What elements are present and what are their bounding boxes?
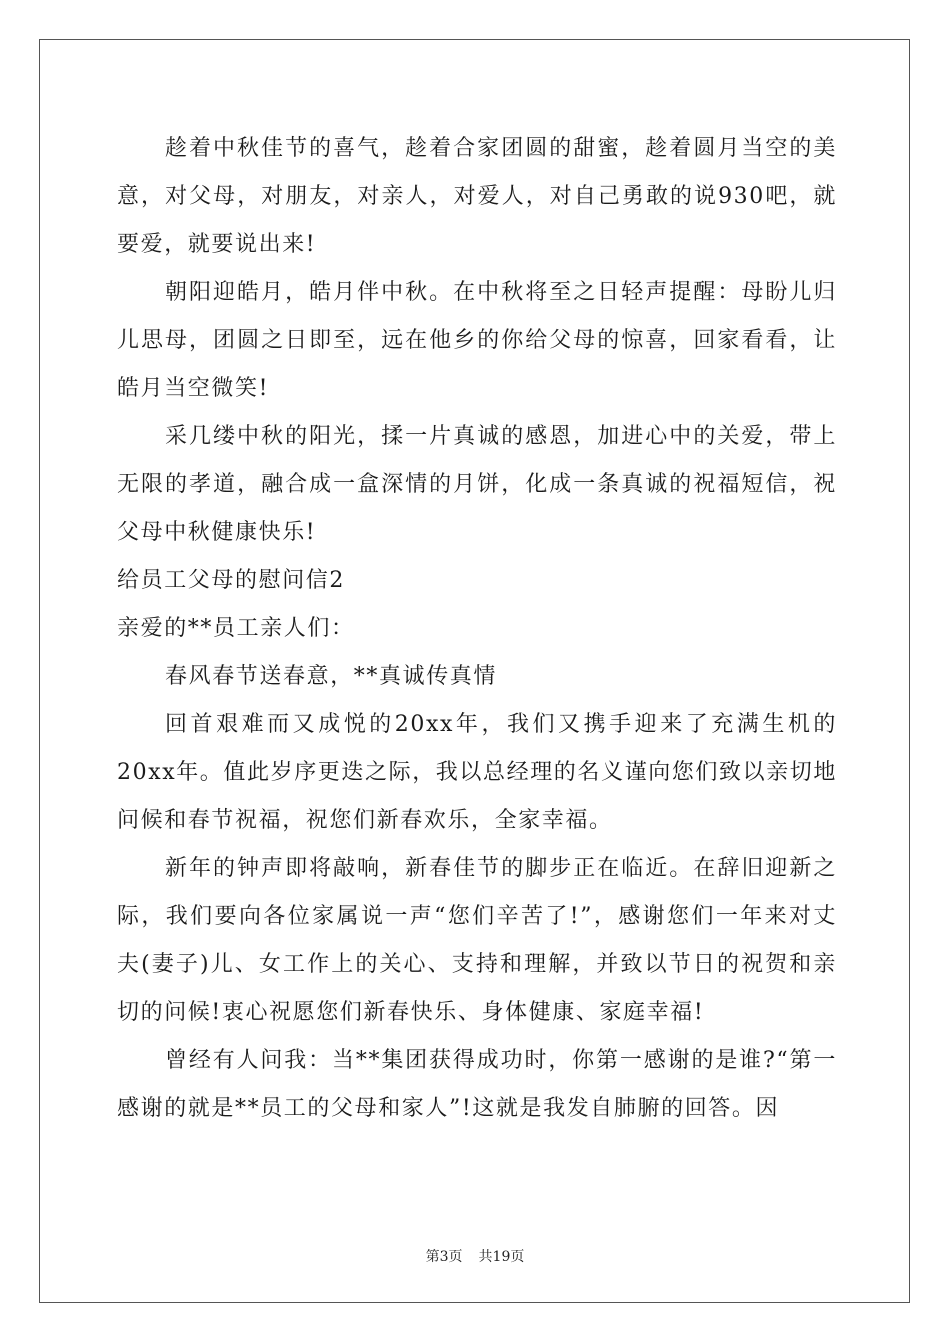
- page-total: 共19页: [478, 1249, 525, 1265]
- document-body: [117, 125, 837, 1133]
- paragraph: 采几缕中秋的阳光，揉一片真诚的感恩，加进心中的关爱，带上无限的孝道，融合成一盒深情的月饼，化成一条真诚的祝福短信，祝父母中秋健康快乐!: [117, 424, 837, 545]
- paragraph: 朝阳迎皓月，皓月伴中秋。在中秋将至之日轻声提醒：母盼儿归儿思母，团圆之日即至，远在他乡的你给父母的惊喜，回家看看，让皓月当空微笑!: [117, 280, 837, 401]
- paragraph: 回首艰难而又成悦的20xx年，我们又携手迎来了充满生机的20xx年。值此岁序更迭之际，我以总经理的名义谨向您们致以亲切地问候和春节祝福，祝您们新春欢乐，全家幸福。: [117, 712, 838, 833]
- salutation: 亲爱的**员工亲人们：: [117, 616, 355, 641]
- paragraph: 曾经有人问我：当**集团获得成功时，你第一感谢的是谁?“第一感谢的就是**员工的父母和家人”!这就是我发自肺腑的回答。因: [117, 1048, 837, 1121]
- paragraph: 趁着中秋佳节的喜气，趁着合家团圆的甜蜜，趁着圆月当空的美意，对父母，对朋友，对亲人，对爱人，对自己勇敢的说930吧，就要爱，就要说出来!: [117, 136, 837, 257]
- paragraph: 春风春节送春意，**真诚传真情: [165, 664, 498, 689]
- paragraph: 新年的钟声即将敲响，新春佳节的脚步正在临近。在辞旧迎新之际，我们要向各位家属说一声“您们辛苦了!”，感谢您们一年来对丈夫(妻子)儿、女工作上的关心、支持和理解，并致以节日的祝贺和亲切的问候!衷心祝愿您们新春快乐、身体健康、家庭幸福!: [117, 856, 837, 1025]
- page-number: 第3页: [425, 1249, 463, 1265]
- page-footer: [0, 1246, 950, 1266]
- section-heading: 给员工父母的慰问信2: [117, 568, 345, 593]
